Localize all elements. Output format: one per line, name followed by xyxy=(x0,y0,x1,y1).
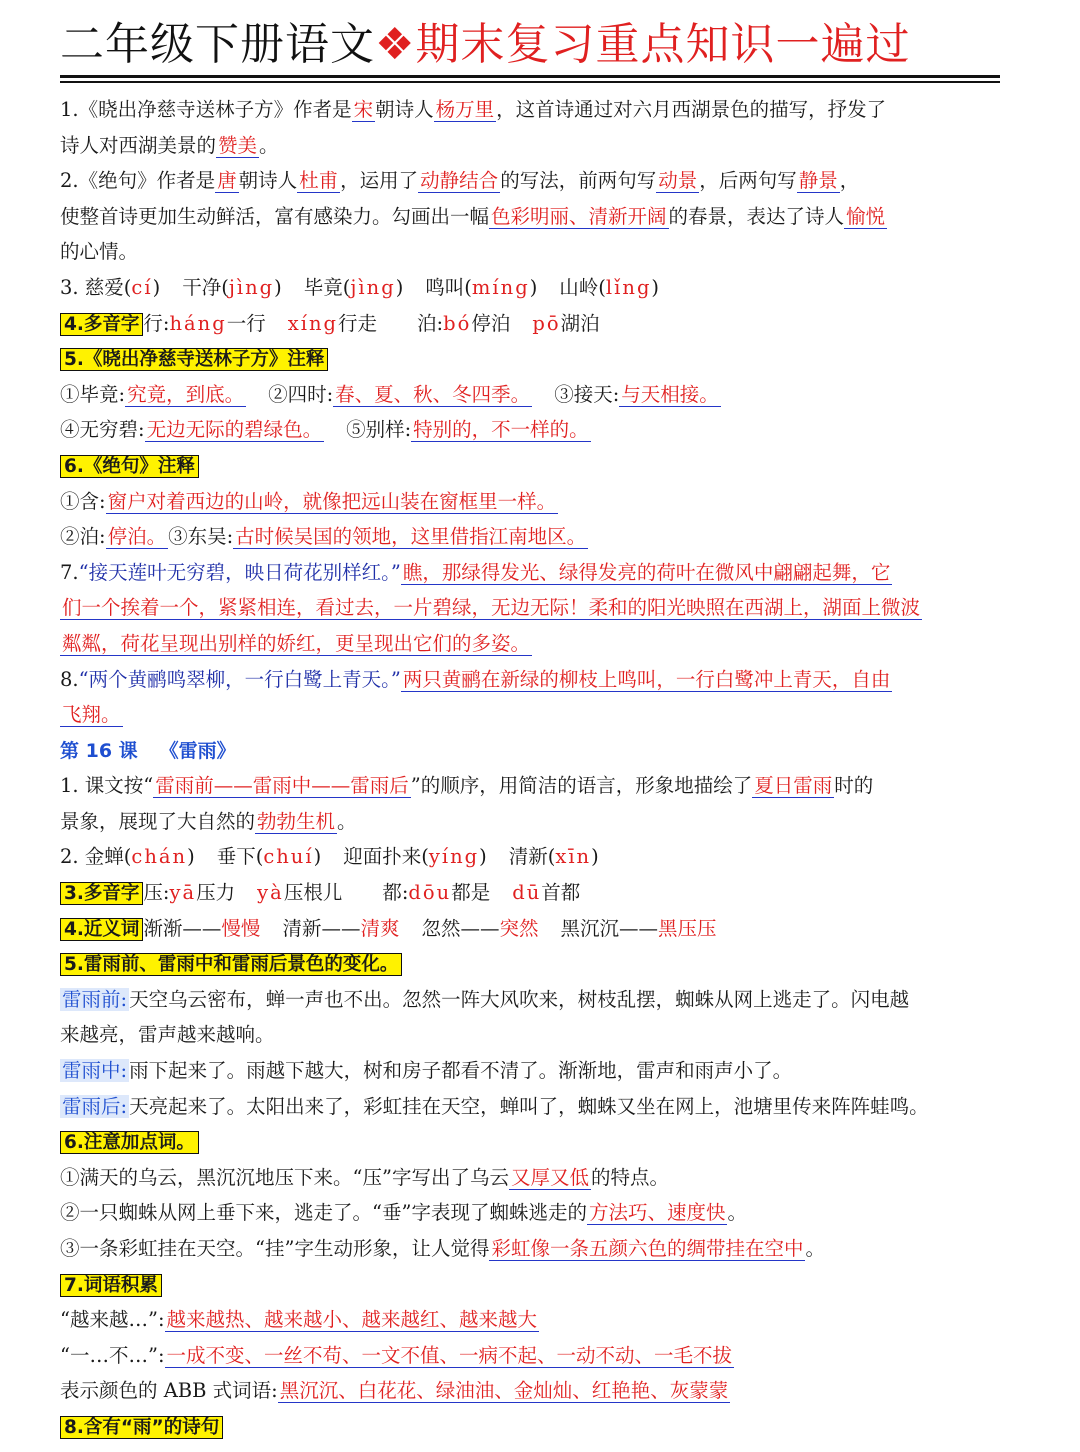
line-04 xyxy=(60,199,1020,235)
line-06 xyxy=(60,270,1020,306)
pinyin: jìng xyxy=(228,275,275,299)
text: ②一只蜘蛛从网上垂下来，逃走了。“垂”字表现了蜘蛛逃走的 xyxy=(60,1201,587,1225)
line-12 xyxy=(60,484,1020,520)
answer: 飞翔。 xyxy=(62,703,121,727)
text: 都: xyxy=(382,881,409,905)
title-right: 期末复习重点知识一遍过 xyxy=(415,19,911,70)
text: 湖泊 xyxy=(560,311,600,335)
answer: 动景 xyxy=(658,169,698,193)
line-25 xyxy=(60,946,1020,982)
text: ，后两句写 xyxy=(699,169,797,193)
stage-label: 雷雨后: xyxy=(62,1094,128,1118)
line-33 xyxy=(60,1231,1020,1267)
answer: 一成不变、一丝不苟、一文不值、一病不起、一动不动、一毛不拔 xyxy=(166,1343,733,1367)
answer: 春、夏、秋、冬四季。 xyxy=(335,382,531,406)
line-08 xyxy=(60,341,1020,377)
answer: 窗户对着西边的山岭，就像把远山装在窗框里一样。 xyxy=(107,489,557,513)
line-29 xyxy=(60,1089,1020,1125)
text: 清新—— xyxy=(282,916,361,940)
document-body xyxy=(60,92,1020,1445)
title-diamond-icon: ❖ xyxy=(375,19,416,70)
text: ) xyxy=(479,845,487,869)
pinyin: chuí xyxy=(263,845,314,869)
answer: 黑压压 xyxy=(658,916,717,940)
text: 行: xyxy=(143,311,170,335)
text: 2.《绝句》作者是 xyxy=(60,169,216,193)
stage-label: 雷雨前: xyxy=(62,987,128,1011)
text: 停泊 xyxy=(471,311,511,335)
line-22 xyxy=(60,839,1020,875)
text: 使整首诗更加生动鲜活，富有感染力。勾画出一幅 xyxy=(60,204,490,228)
answer: 唐 xyxy=(217,169,237,193)
pinyin: yíng xyxy=(428,845,480,869)
text: 。 xyxy=(727,1201,747,1225)
line-34 xyxy=(60,1267,1020,1303)
text: 行走 xyxy=(338,311,378,335)
answer: 两只黄鹂在新绿的柳枝上鸣叫，一行白鹭冲上青天，自由 xyxy=(402,667,891,691)
text: 的心情。 xyxy=(60,240,139,264)
answer: 彩虹像一条五颜六色的绸带挂在空中 xyxy=(491,1237,804,1260)
text: ③接天: xyxy=(554,382,620,406)
text: 都是 xyxy=(451,881,491,905)
text: 山岭( xyxy=(559,275,606,299)
text: 雨下起来了。雨越下越大，树和房子都看不清了。渐渐地，雷声和雨声小了。 xyxy=(129,1059,793,1083)
line-38 xyxy=(60,1409,1020,1445)
text: 7. xyxy=(60,560,79,584)
line-31 xyxy=(60,1160,1020,1196)
text: 天亮起来了。太阳出来了，彩虹挂在天空，蝉叫了，蜘蛛又坐在网上，池塘里传来阵阵蛙鸣。 xyxy=(129,1094,929,1118)
pinyin: dōu xyxy=(408,881,452,905)
line-01 xyxy=(60,92,1020,128)
text: ④无穷碧: xyxy=(60,418,145,442)
text: ①满天的乌云，黑沉沉地压下来。“压”字写出了乌云 xyxy=(60,1165,509,1189)
text: “一…不…”: xyxy=(60,1343,165,1367)
line-14 xyxy=(60,555,1020,591)
answer: 清爽 xyxy=(360,916,400,940)
line-16 xyxy=(60,626,1020,662)
text: ) xyxy=(274,275,282,299)
text: 1. 课文按“ xyxy=(60,774,154,798)
text: 时的 xyxy=(834,774,874,798)
line-36 xyxy=(60,1338,1020,1374)
answer: 停泊。 xyxy=(107,525,167,549)
line-30 xyxy=(60,1124,1020,1160)
text: 2. 金蝉( xyxy=(60,845,132,869)
answer: 宋 xyxy=(353,98,374,121)
text: 清新( xyxy=(508,845,556,869)
line-28 xyxy=(60,1053,1020,1089)
answer: 方法巧、速度快 xyxy=(588,1201,726,1225)
line-03 xyxy=(60,163,1020,199)
answer: 赞美 xyxy=(218,133,258,157)
answer: 瞧，那绿得发光、绿得发亮的荷叶在微风中翩翩起舞，它 xyxy=(402,560,891,584)
text: ③一条彩虹挂在天空。“挂”字生动形象，让人觉得 xyxy=(60,1237,490,1260)
text: 忽然—— xyxy=(421,916,500,940)
line-32 xyxy=(60,1195,1020,1231)
line-19 xyxy=(60,733,1020,769)
answer: 突然 xyxy=(499,916,539,940)
line-02 xyxy=(60,128,1020,164)
pinyin: chán xyxy=(131,845,188,869)
text: 朝诗人 xyxy=(375,98,434,121)
section-heading: 5.《晓出净慈寺送林子方》注释 xyxy=(60,348,328,371)
line-07 xyxy=(60,306,1020,342)
pinyin: jìng xyxy=(350,275,396,299)
answer: 勃勃生机 xyxy=(257,809,336,833)
pinyin: bó xyxy=(443,311,472,335)
text: “越来越…”: xyxy=(60,1308,165,1332)
text: ③东吴: xyxy=(168,525,234,549)
line-09 xyxy=(60,377,1020,413)
text: 压根儿 xyxy=(283,881,343,905)
text: 渐渐—— xyxy=(143,916,222,940)
text: 的春景，表达了诗人 xyxy=(668,204,845,228)
line-26 xyxy=(60,982,1020,1018)
line-35 xyxy=(60,1302,1020,1338)
text: 3. 慈爱( xyxy=(60,275,132,299)
text: 首都 xyxy=(541,881,581,905)
section-heading: 3.多音字 xyxy=(60,882,143,905)
answer: 黑沉沉、白花花、绿油油、金灿灿、红艳艳、灰蒙蒙 xyxy=(279,1379,729,1403)
text: ，运用了 xyxy=(340,169,419,193)
text: 。 xyxy=(805,1237,825,1260)
answer: 们一个挨着一个，紧紧相连，看过去，一片碧绿，无边无际！柔和的阳光映照在西湖上，湖面上微波 xyxy=(62,596,921,620)
answer: 与天相接。 xyxy=(621,382,719,406)
answer: 越来越热、越来越小、越来越红、越来越大 xyxy=(166,1308,538,1332)
text: 。 xyxy=(259,133,279,157)
text: 泊: xyxy=(417,311,444,335)
text: 的写法，前两句写 xyxy=(500,169,657,193)
lesson-title: 《雷雨》 xyxy=(159,739,236,762)
answer: 夏日雷雨 xyxy=(754,774,833,798)
text: 毕竟( xyxy=(303,275,351,299)
section-heading: 7.词语积累 xyxy=(60,1274,162,1297)
text: 干净( xyxy=(182,275,229,299)
pinyin: xīn xyxy=(555,845,592,869)
text: 垂下( xyxy=(216,845,264,869)
line-13 xyxy=(60,519,1020,555)
text: ) xyxy=(152,275,161,299)
answer: 雷雨前——雷雨中——雷雨后 xyxy=(155,774,409,798)
line-24 xyxy=(60,911,1020,947)
text: 1.《晓出净慈寺送林子方》作者是 xyxy=(60,98,352,121)
text: 诗人对西湖美景的 xyxy=(60,133,217,157)
text: ， xyxy=(839,169,860,193)
text: ①含: xyxy=(60,489,106,513)
text: ) xyxy=(529,275,538,299)
text: ②泊: xyxy=(60,525,106,549)
answer: 慢慢 xyxy=(221,916,261,940)
line-10 xyxy=(60,412,1020,448)
poem-line: “两个黄鹂鸣翠柳，一行白鹭上青天。” xyxy=(78,667,401,691)
text: 。 xyxy=(337,809,357,833)
section-heading: 4.多音字 xyxy=(60,313,143,336)
text: 一行 xyxy=(226,311,266,335)
line-37 xyxy=(60,1373,1020,1409)
text: ①毕竟: xyxy=(60,382,126,406)
section-heading: 6.《绝句》注释 xyxy=(60,455,199,478)
answer: 古时候吴国的领地，这里借指江南地区。 xyxy=(235,525,587,549)
lesson-number: 第 16 课 xyxy=(60,739,138,762)
title-underline xyxy=(60,75,1000,78)
pinyin: háng xyxy=(169,311,227,335)
line-15 xyxy=(60,590,1020,626)
text: 压: xyxy=(143,881,170,905)
text: 压力 xyxy=(196,881,236,905)
answer: 又厚又低 xyxy=(510,1165,589,1189)
answer: 杜甫 xyxy=(299,169,339,193)
section-heading: 6.注意加点词。 xyxy=(60,1131,199,1154)
text: ) xyxy=(313,845,322,869)
text: 景象，展现了大自然的 xyxy=(60,809,256,833)
section-heading: 5.雷雨前、雷雨中和雷雨后景色的变化。 xyxy=(60,953,402,976)
text: 表示颜色的 ABB 式词语: xyxy=(60,1379,278,1403)
pinyin: yā xyxy=(169,881,197,905)
text: 来越亮，雷声越来越响。 xyxy=(60,1023,275,1047)
section-heading: 8.含有“雨”的诗句 xyxy=(60,1416,223,1439)
pinyin: cí xyxy=(131,275,153,299)
text: ) xyxy=(591,845,599,869)
section-heading: 4.近义词 xyxy=(60,918,143,941)
pinyin: lǐng xyxy=(605,275,652,299)
pinyin: míng xyxy=(471,275,530,299)
line-21 xyxy=(60,804,1020,840)
text: ”的顺序，用简洁的语言，形象地描绘了 xyxy=(410,774,753,798)
answer: 愉悦 xyxy=(846,204,886,228)
text: 黑沉沉—— xyxy=(560,916,659,940)
pinyin: pō xyxy=(532,311,561,335)
pinyin: xíng xyxy=(287,311,339,335)
line-18 xyxy=(60,697,1020,733)
text: ) xyxy=(187,845,195,869)
answer: 特别的，不一样的。 xyxy=(413,418,589,442)
line-20 xyxy=(60,768,1020,804)
pinyin: yà xyxy=(257,881,284,905)
text: ) xyxy=(651,275,660,299)
answer: 粼粼，荷花呈现出别样的娇红，更呈现出它们的多姿。 xyxy=(62,631,531,655)
line-27 xyxy=(60,1017,1020,1053)
answer: 动静结合 xyxy=(420,169,499,193)
poem-line: “接天莲叶无穷碧，映日荷花别样红。” xyxy=(78,560,401,584)
line-17 xyxy=(60,662,1020,698)
line-05 xyxy=(60,234,1020,270)
answer: 静景 xyxy=(798,169,838,193)
text: ) xyxy=(395,275,404,299)
text: 天空乌云密布，蝉一声也不出。忽然一阵大风吹来，树枝乱摆，蜘蛛从网上逃走了。闪电越 xyxy=(129,987,910,1011)
answer: 杨万里 xyxy=(435,98,495,121)
text: 8. xyxy=(60,667,79,691)
answer: 无边无际的碧绿色。 xyxy=(146,418,323,442)
text: 朝诗人 xyxy=(238,169,298,193)
title-underline-double xyxy=(60,81,1000,83)
text: ，这首诗通过对六月西湖景色的描写，抒发了 xyxy=(496,98,887,121)
answer: 色彩明丽、清新开阔 xyxy=(491,204,667,228)
text: 鸣叫( xyxy=(425,275,472,299)
answer: 究竟，到底。 xyxy=(127,382,245,406)
text: 的特点。 xyxy=(590,1165,669,1189)
stage-label: 雷雨中: xyxy=(62,1059,128,1083)
pinyin: dū xyxy=(512,881,542,905)
page-title xyxy=(60,14,1020,76)
line-23 xyxy=(60,875,1020,911)
text: ②四时: xyxy=(268,382,334,406)
line-11 xyxy=(60,448,1020,484)
text: 迎面扑来( xyxy=(343,845,429,869)
text: ⑤别样: xyxy=(346,418,412,442)
title-left: 二年级下册语文 xyxy=(60,19,375,70)
